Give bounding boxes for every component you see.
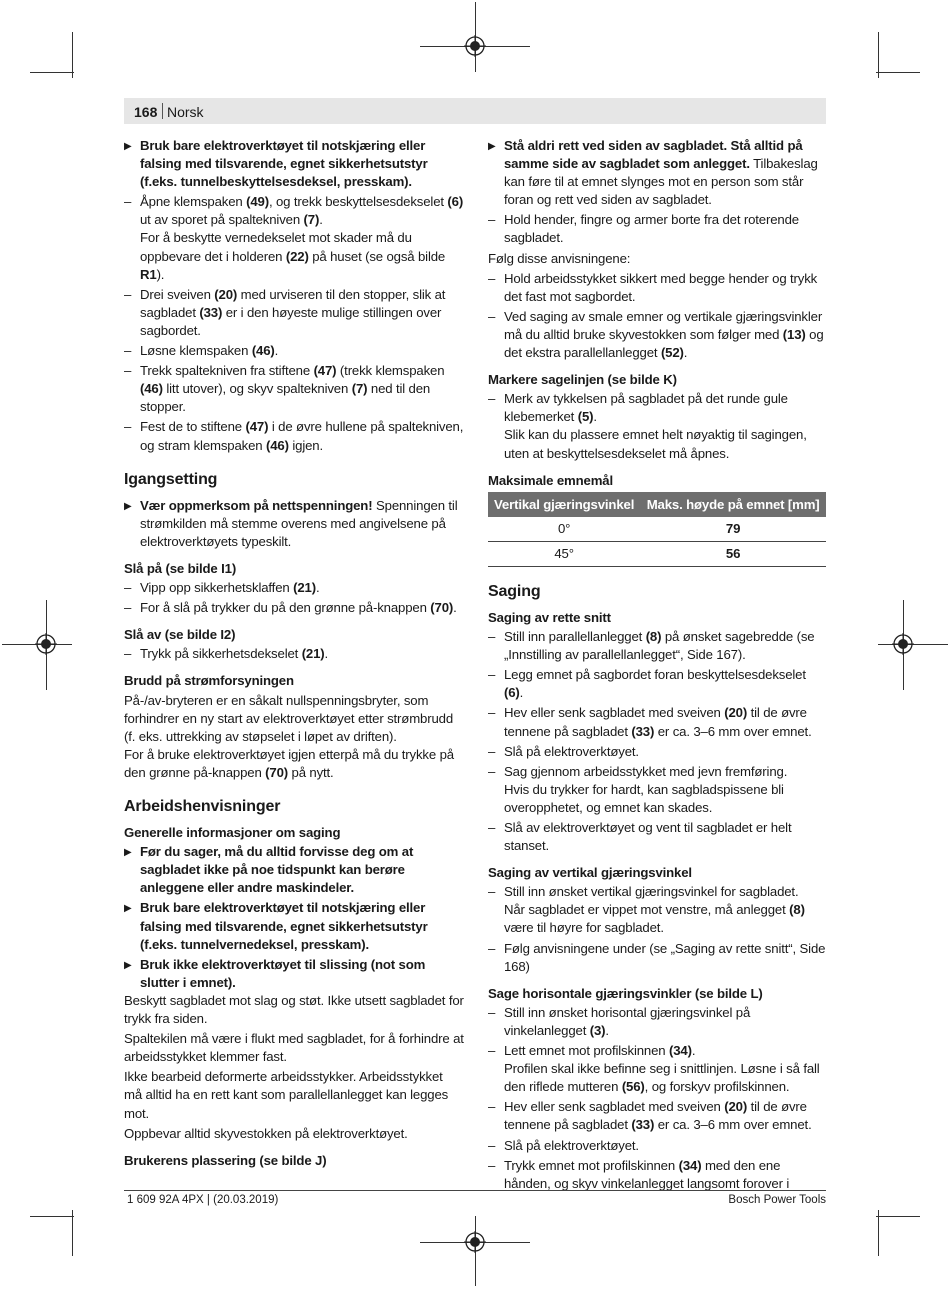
list-item: – Sag gjennom arbeidsstykket med jevn fremføring. Hvis du trykker for hardt, kan sagbladspissene bli overopphetet, og emnet kan skades. xyxy=(488,763,828,817)
list-item: – Ved saging av smale emner og vertikale gjæringsvinkler må du alltid bruke skyvestokken som følger med (13) og det ekstra parallellanlegget (52). xyxy=(488,308,828,362)
registration-target-icon xyxy=(892,633,914,655)
list-item: – Hold hender, fingre og armer borte fra det roterende sagbladet. xyxy=(488,211,828,247)
safety-note: ▶ Bruk bare elektroverktøyet til notskjæring eller falsing med tilsvarende, egnet sikkerhetsutstyr (f.eks. tunnelbeskyttelsesdeksel, presskam). xyxy=(124,137,464,191)
list-item: – Still inn ønsket horisontal gjæringsvinkel på vinkelanlegget (3). xyxy=(488,1004,828,1040)
list-item: – Hev eller senk sagbladet med sveiven (20) til de øvre tennene på sagbladet (33) er ca. 3–6 mm over emnet. xyxy=(488,1098,828,1134)
page-header xyxy=(124,98,826,124)
list-item: – Drei sveiven (20) med urviseren til den stopper, slik at sagbladet (33) er i den høyeste mulige stillingen over sagbordet. xyxy=(124,286,464,340)
registration-target-icon xyxy=(464,35,486,57)
list-item: – Fest de to stiftene (47) i de øvre hullene på spaltekniven, og stram klemspaken (46) igjen. xyxy=(124,418,464,454)
safety-note: ▶ Vær oppmerksom på nettspenningen! Spenningen til strømkilden må stemme overens med angivelsene på elektroverktøyets typeskilt. xyxy=(124,497,464,551)
section-heading: Arbeidshenvisninger xyxy=(124,798,281,815)
safety-note: ▶ Før du sager, må du alltid forvisse deg om at sagbladet ikke på noe tidspunkt kan berøre anleggene eller andre maskindeler. xyxy=(124,843,464,897)
left-column xyxy=(124,137,464,1171)
list-item: – Slå på elektroverktøyet. xyxy=(488,1137,828,1155)
registration-target-icon xyxy=(35,633,57,655)
subheading: Maksimale emnemål xyxy=(488,472,613,488)
paragraph: På-/av-bryteren er en såkalt nullspenningsbryter, som forhindrer en ny start av elektroverktøyet etter strømbrudd (f. eks. uttrekking av støpselet i løpet av driften). xyxy=(124,692,454,744)
right-column xyxy=(488,137,828,1193)
table-row xyxy=(488,517,826,542)
subheading: Slå av (se bilde I2) xyxy=(124,627,236,643)
list-item: – For å slå på trykker du på den grønne på-knappen (70). xyxy=(124,599,464,617)
crop-mark xyxy=(876,1216,920,1217)
subheading: Generelle informasjoner om saging xyxy=(124,825,341,841)
list-item: – Merk av tykkelsen på sagbladet på det runde gule klebemerket (5). Slik kan du plassere emnet helt nøyaktig til sagingen, uten at beskyttelsesdekselet må åpnes. xyxy=(488,390,828,462)
list-item: – Trykk emnet mot profilskinnen (34) med den ene hånden, og skyv vinkelanlegget langsomt forover i xyxy=(488,1157,828,1193)
registration-target-icon xyxy=(464,1231,486,1253)
paragraph: Spaltekilen må være i flukt med sagbladet, for å forhindre at arbeidsstykket klemmer fast. xyxy=(124,1031,464,1065)
paragraph: Beskytt sagbladet mot slag og støt. Ikke utsett sagbladet for trykk fra siden. xyxy=(124,992,464,1027)
subheading: Markere sagelinjen (se bilde K) xyxy=(488,372,677,388)
safety-note: ▶ Bruk bare elektroverktøyet til notskjæring eller falsing med tilsvarende, egnet sikkerhetsutstyr (f.eks. tunnelvernedeksel, presskam). xyxy=(124,899,464,953)
dimensions-table xyxy=(488,492,826,567)
table-header: Vertikal gjæringsvinkel xyxy=(488,492,640,517)
list-item: – Åpne klemspaken (49), og trekk beskyttelsesdekselet (6) ut av sporet på spaltekniven (7). For å beskytte vernedekselet mot skader må du oppbevare det i holderen (22) på huset (se også bilde R1). xyxy=(124,193,464,283)
subheading: Brudd på strømforsyningen xyxy=(124,673,294,689)
header-language: Norsk xyxy=(167,104,204,120)
crop-mark xyxy=(876,72,920,73)
paragraph: Oppbevar alltid skyvestokken på elektroverktøyet. xyxy=(124,1125,408,1141)
subheading: Slå på (se bilde I1) xyxy=(124,560,237,576)
list-item: – Løsne klemspaken (46). xyxy=(124,342,464,360)
list-item: – Still inn ønsket vertikal gjæringsvinkel for sagbladet. Når sagbladet er vippet mot venstre, må anlegget (8) være til høyre for sagbladet. xyxy=(488,883,828,937)
list-item: – Vipp opp sikkerhetsklaffen (21). xyxy=(124,579,464,597)
subheading: Brukerens plassering (se bilde J) xyxy=(124,1152,327,1168)
paragraph: Ikke bearbeid deformerte arbeidsstykker. Arbeidsstykket må alltid ha en rett kant som parallellanlegget kan legges mot. xyxy=(124,1069,449,1121)
subheading: Sage horisontale gjæringsvinkler (se bilde L) xyxy=(488,985,763,1001)
crop-mark xyxy=(30,72,74,73)
table-cell: 45° xyxy=(488,541,640,566)
list-item: – Hev eller senk sagbladet med sveiven (20) til de øvre tennene på sagbladet (33) er ca. 3–6 mm over emnet. xyxy=(488,704,828,740)
list-item: – Trekk spaltekniven fra stiftene (47) (trekk klemspaken (46) litt utover), og skyv spaltekniven (7) ned til den stopper. xyxy=(124,362,464,416)
list-item: – Følg anvisningene under (se „Saging av rette snitt“, Side 168) xyxy=(488,940,828,976)
table-header: Maks. høyde på emnet [mm] xyxy=(640,492,826,517)
safety-note: ▶ Bruk ikke elektroverktøyet til slissing (not som slutter i emnet). xyxy=(124,956,464,992)
page-number: 168 xyxy=(134,104,158,120)
footer-brand: Bosch Power Tools xyxy=(728,1194,826,1206)
list-item: – Trykk på sikkerhetsdekselet (21). xyxy=(124,645,464,663)
table-cell: 56 xyxy=(640,541,826,566)
list-item: – Slå av elektroverktøyet og vent til sagbladet er helt stanset. xyxy=(488,819,828,855)
table-row xyxy=(488,541,826,566)
list-item: – Hold arbeidsstykket sikkert med begge hender og trykk det fast mot sagbordet. xyxy=(488,270,828,306)
section-heading: Igangsetting xyxy=(124,470,218,488)
header-divider xyxy=(162,103,163,119)
footer-doc-id: 1 609 92A 4PX | (20.03.2019) xyxy=(127,1194,279,1206)
subheading: Saging av vertikal gjæringsvinkel xyxy=(488,865,692,881)
list-item: – Legg emnet på sagbordet foran beskyttelsesdekselet (6). xyxy=(488,666,828,702)
safety-note: ▶ Stå aldri rett ved siden av sagbladet. Stå alltid på samme side av sagbladet som anlegget. Tilbakeslag kan føre til at emnet slynges mot en person som står foran og rett ved siden av sagbladet. xyxy=(488,137,828,209)
list-item: – Still inn parallellanlegget (8) på ønsket sagebredde (se „Innstilling av parallellanlegget“, Side 167). xyxy=(488,628,828,664)
list-item: – Lett emnet mot profilskinnen (34). Profilen skal ikke befinne seg i snittlinjen. Løsne i så fall den riflede mutteren (56), og forskyv profilskinnen. xyxy=(488,1042,828,1096)
page-footer xyxy=(124,1190,826,1206)
list-item: – Slå på elektroverktøyet. xyxy=(488,743,828,761)
subheading: Saging av rette snitt xyxy=(488,609,611,625)
table-cell: 0° xyxy=(488,517,640,542)
crop-mark xyxy=(30,1216,74,1217)
section-heading: Saging xyxy=(488,582,541,600)
paragraph: Følg disse anvisningene: xyxy=(488,250,631,266)
table-cell: 79 xyxy=(640,517,826,542)
paragraph: For å bruke elektroverktøyet igjen etterpå må du trykke på den grønne på-knappen (70) på nytt. xyxy=(124,746,454,780)
